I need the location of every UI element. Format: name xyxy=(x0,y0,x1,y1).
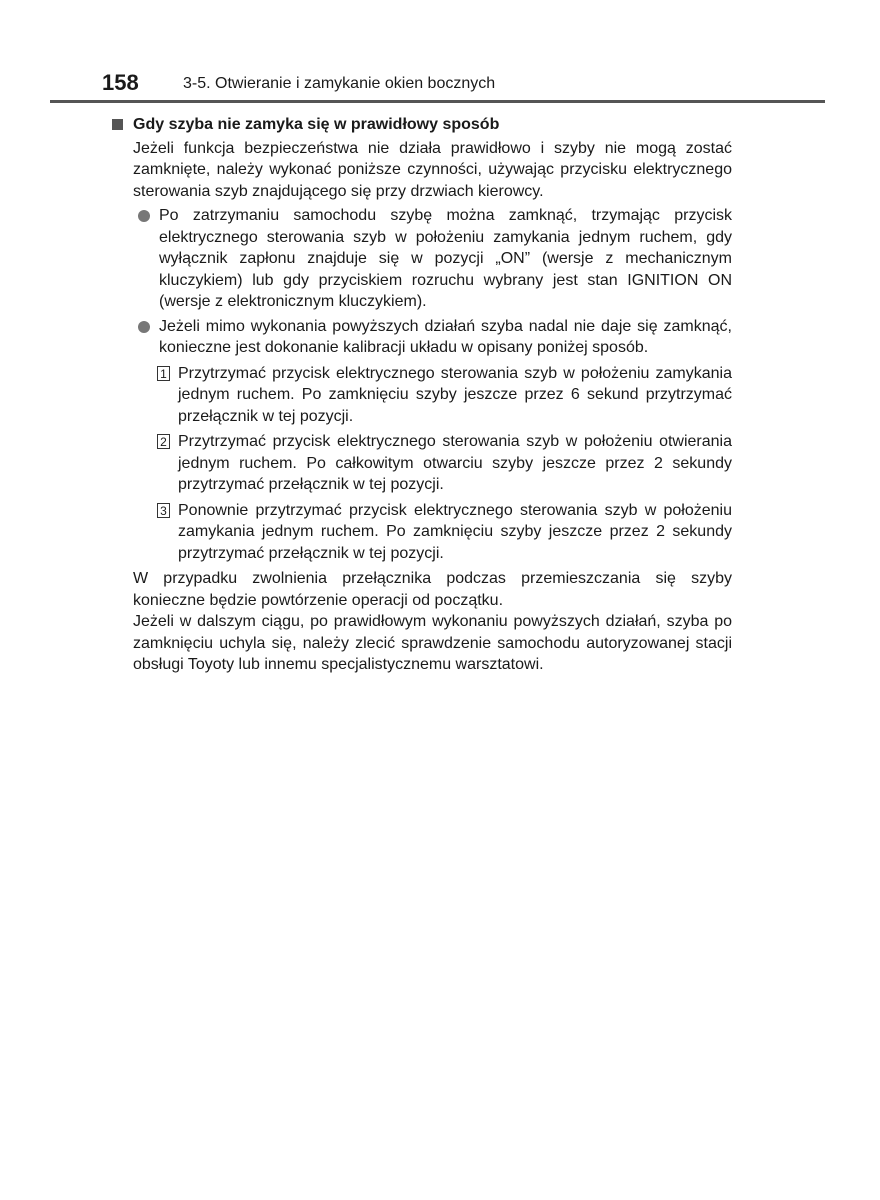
intro-paragraph: Jeżeli funkcja bezpieczeństwa nie działa prawidłowo i szyby nie mogą zostać zamknięte, należy wykonać poniższe czynności, używając przycisku elektrycznego sterowania szyb znajdującego się przy drzwiach kierowcy. xyxy=(133,139,732,200)
section-title: 3-5. Otwieranie i zamykanie okien bocznych xyxy=(183,75,496,92)
circle-bullet-icon xyxy=(138,210,150,222)
header-rule xyxy=(50,100,825,103)
section-heading xyxy=(112,114,732,136)
page-number: 158 xyxy=(102,70,139,95)
circle-bullet-icon xyxy=(138,321,150,333)
heading-text: Gdy szyba nie zamyka się w prawidłowy sposób xyxy=(133,116,500,133)
square-bullet-icon xyxy=(112,119,123,130)
main-content xyxy=(112,114,732,676)
page-header xyxy=(100,70,825,104)
step-item xyxy=(157,431,732,496)
bullet-item xyxy=(112,316,732,359)
step-number-box: 1 xyxy=(157,366,170,381)
step-text: Przytrzymać przycisk elektrycznego sterowania szyb w położeniu zamykania jednym ruchem. Po zamknięciu szyby jeszcze przez 6 sekund przytrzymać przełącznik w tej pozycji. xyxy=(178,364,732,425)
step-number-box: 2 xyxy=(157,434,170,449)
bullet-text: Jeżeli mimo wykonania powyższych działań szyba nadal nie daje się zamknąć, konieczne jest dokonanie kalibracji układu w opisany poniżej sposób. xyxy=(159,317,732,356)
step-item xyxy=(157,500,732,565)
bullet-item xyxy=(112,205,732,313)
step-text: Przytrzymać przycisk elektrycznego sterowania szyb w położeniu otwierania jednym ruchem. Po całkowitym otwarciu szyby jeszcze przez 2 sekundy przytrzymać przełącznik w tej pozycji. xyxy=(178,433,732,493)
note-paragraph: W przypadku zwolnienia przełącznika podczas przemieszczania się szyby konieczne będzie powtórzenie operacji od początku. xyxy=(133,570,732,609)
step-number-box: 3 xyxy=(157,503,170,518)
note-paragraph: Jeżeli w dalszym ciągu, po prawidłowym wykonaniu powyższych działań, szyba po zamknięciu uchyla się, należy zlecić sprawdzenie samochodu autoryzowanej stacji obsługi Toyoty lub innemu specjalistycznemu warsztatowi. xyxy=(133,613,732,673)
bullet-text: Po zatrzymaniu samochodu szybę można zamknąć, trzymając przycisk elektrycznego sterowania szyb w położeniu zamykania jednym ruchem, gdy wyłącznik zapłonu znajduje się w pozycji „ON” (wersje z mechanicznym kluczykiem) lub gdy przyciskiem rozruchu wybrany jest stan IGNITION ON (wersje z elektronicznym kluczykiem). xyxy=(159,207,732,310)
step-item xyxy=(157,363,732,428)
step-text: Ponownie przytrzymać przycisk elektrycznego sterowania szyb w położeniu zamykania jednym ruchem. Po zamknięciu szyby jeszcze przez 2 sekundy przytrzymać przełącznik w tej pozycji. xyxy=(178,501,732,562)
